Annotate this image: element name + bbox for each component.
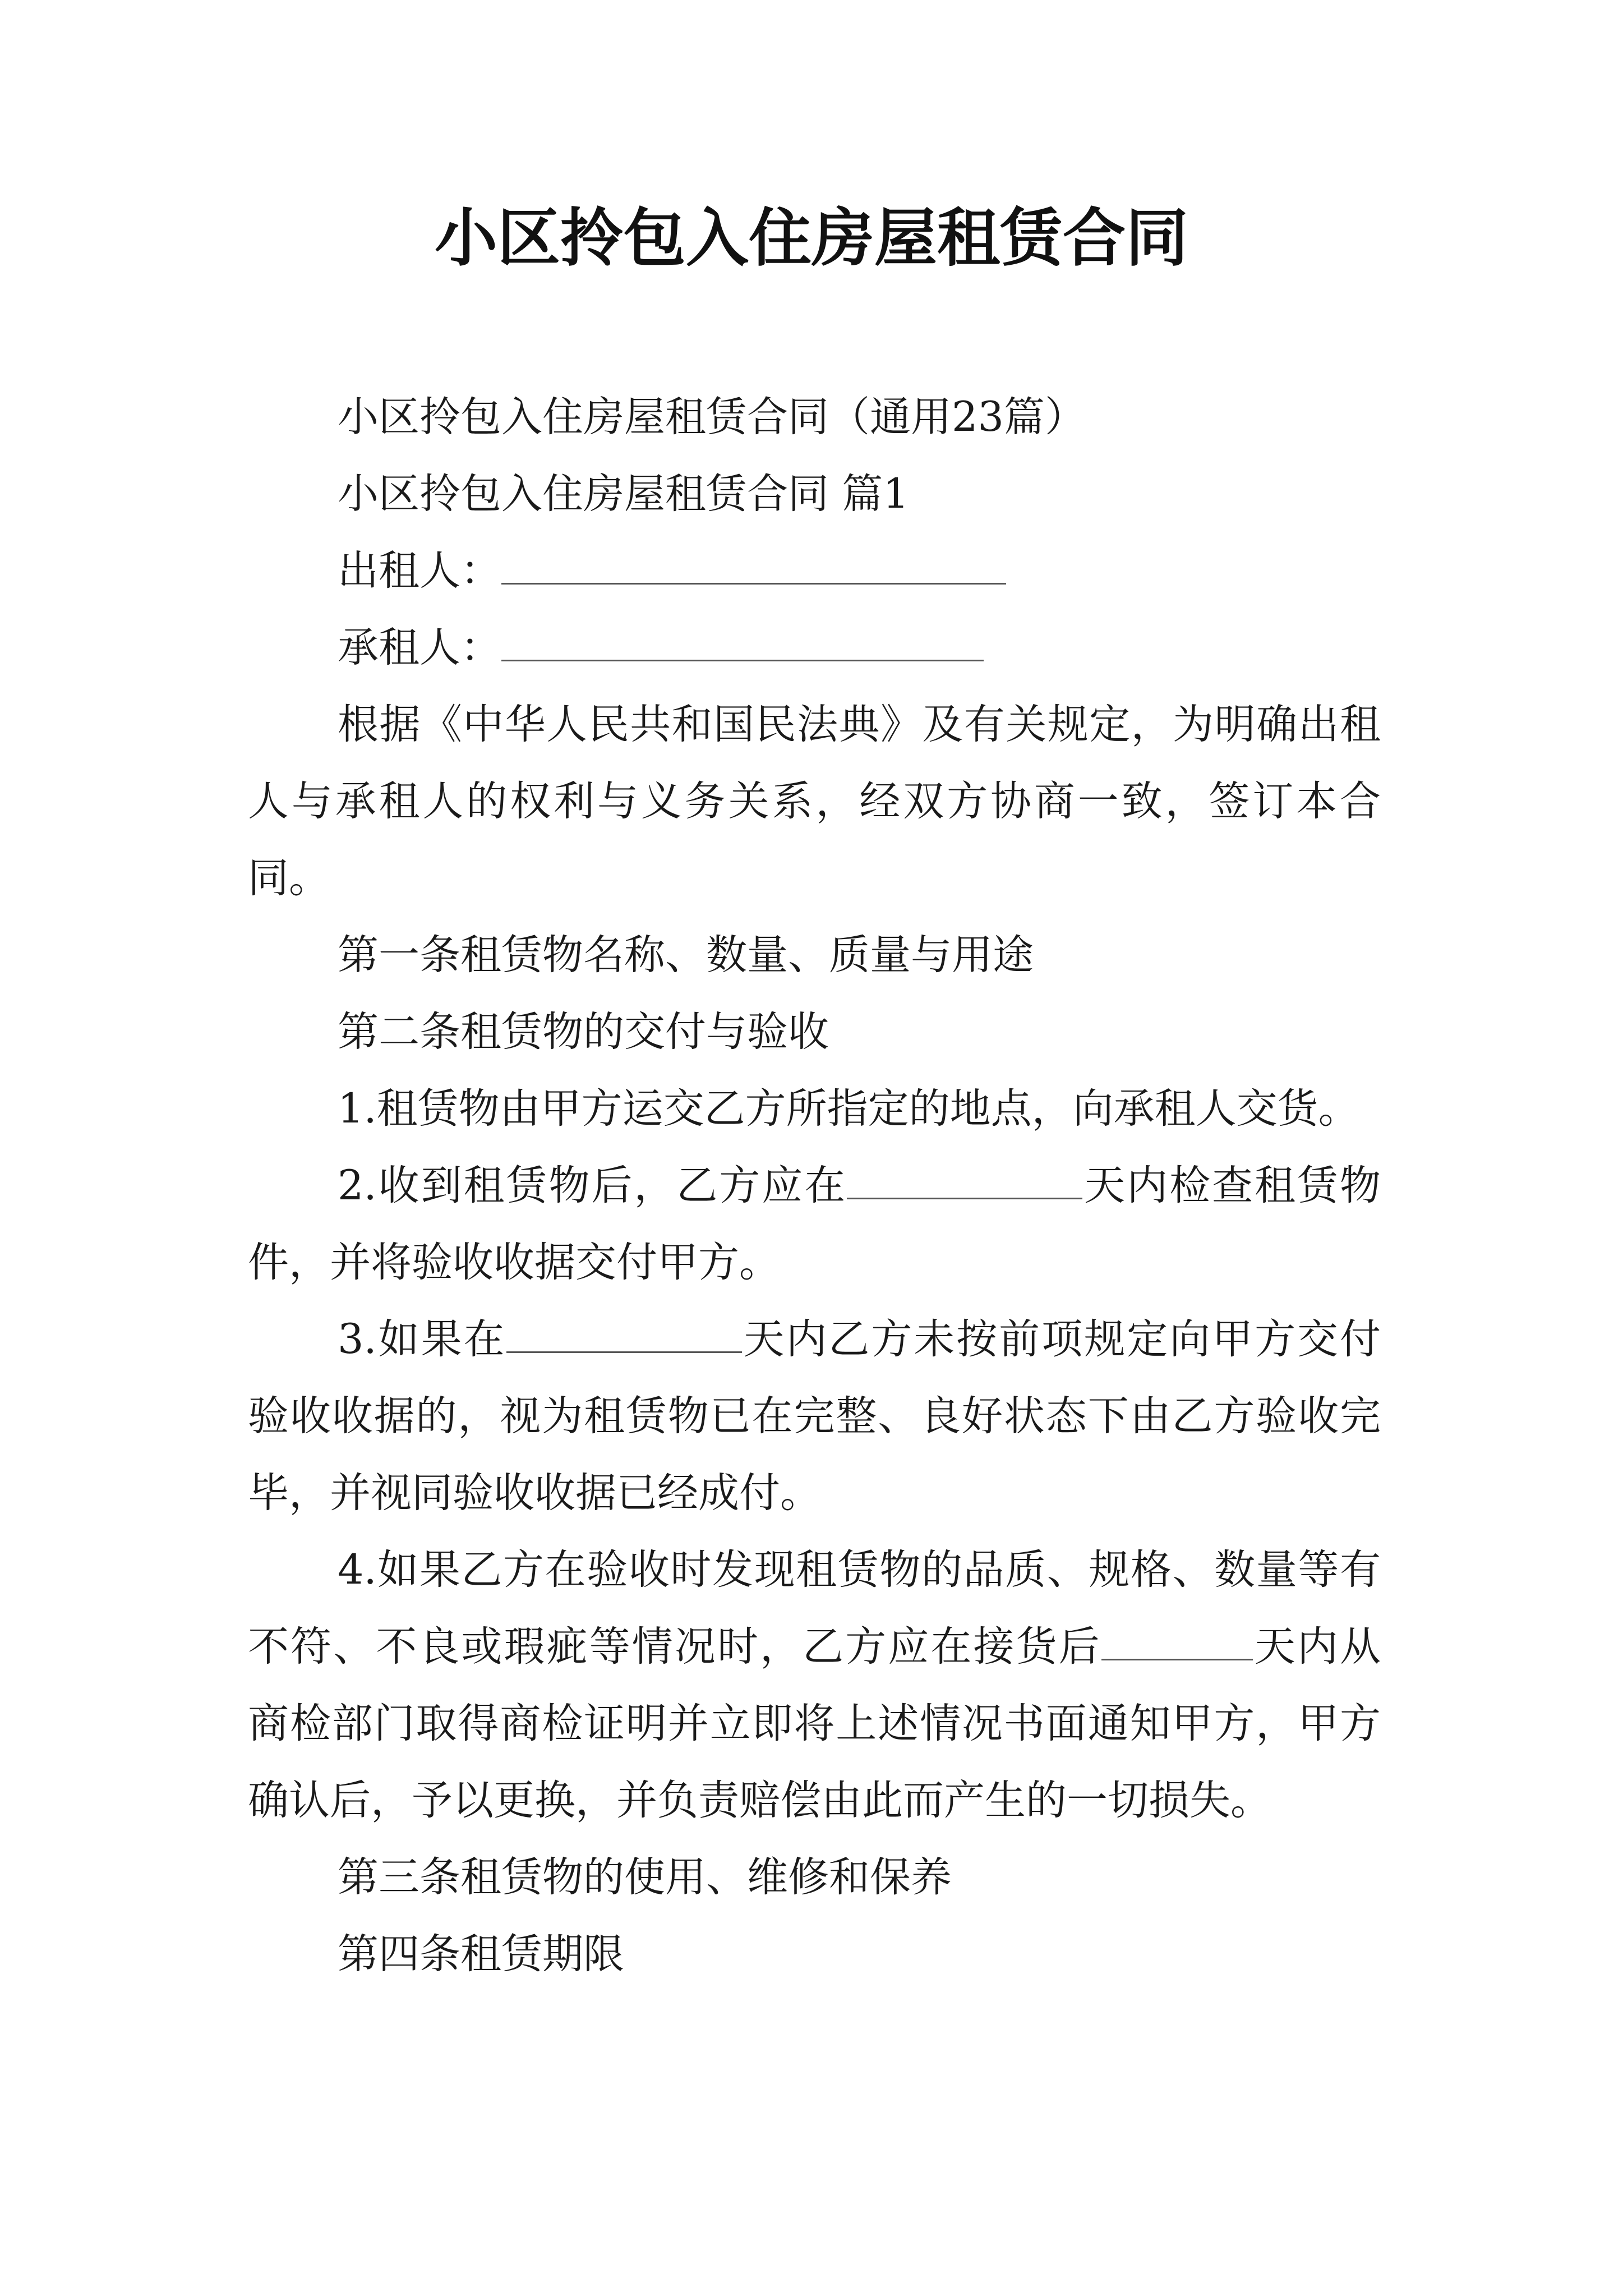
days-blank	[1101, 1623, 1253, 1660]
lessor-blank	[501, 547, 1006, 585]
clause-2-4-text-b: 天内从商检部门取得商检证明并立即将上述情况书面通知甲方，甲方确认后，予以更换，并负责赔偿由此而产生的一切损失。	[248, 1623, 1381, 1824]
clause-2-2	[248, 1147, 1381, 1301]
clause-2-2-text-a: 2.收到租赁物后，乙方应在	[338, 1162, 847, 1209]
clause-2-4	[248, 1531, 1381, 1839]
lessee-blank	[501, 624, 984, 661]
preamble-paragraph: 根据《中华人民共和国民法典》及有关规定，为明确出租人与承租人的权利与义务关系，经双方协商一致，签订本合同。	[248, 701, 1381, 902]
clause-2-3	[248, 1301, 1381, 1531]
clause-2-3-text-a: 3.如果在	[338, 1315, 506, 1363]
clause-2-2-text-b: 天内检查租赁物件，并将验收收据交付甲方。	[248, 1162, 1381, 1286]
document-body	[248, 379, 1381, 1993]
lessee-line	[248, 609, 1381, 686]
clause-2-3-text-b: 天内乙方未按前项规定向甲方交付验收收据的，视为租赁物已在完整、良好状态下由乙方验收完毕，并视同验收收据已经成付。	[248, 1315, 1381, 1517]
section-heading: 小区拎包入住房屋租赁合同 篇1	[338, 470, 909, 518]
days-blank	[847, 1162, 1082, 1199]
subtitle-paragraph: 小区拎包入住房屋租赁合同（通用23篇）	[338, 393, 1086, 441]
article-4-heading: 第四条租赁期限	[338, 1930, 624, 1978]
clause-2-1: 1.租赁物由甲方运交乙方所指定的地点，向承租人交货。	[338, 1085, 1359, 1133]
article-3-heading: 第三条租赁物的使用、维修和保养	[338, 1853, 952, 1901]
lessor-label: 出租人：	[338, 547, 501, 595]
clause-2-4-text-a: 4.如果乙方在验收时发现租赁物的品质、规格、数量等有不符、不良或瑕疵等情况时，乙方应在接货后	[248, 1546, 1381, 1671]
days-blank	[506, 1315, 742, 1353]
document-title: 小区拎包入住房屋租赁合同	[435, 201, 1188, 275]
lessee-label: 承租人：	[338, 624, 501, 671]
article-2-heading: 第二条租赁物的交付与验收	[338, 1008, 829, 1056]
article-1-heading: 第一条租赁物名称、数量、质量与用途	[338, 931, 1034, 979]
lessor-line	[248, 532, 1381, 609]
